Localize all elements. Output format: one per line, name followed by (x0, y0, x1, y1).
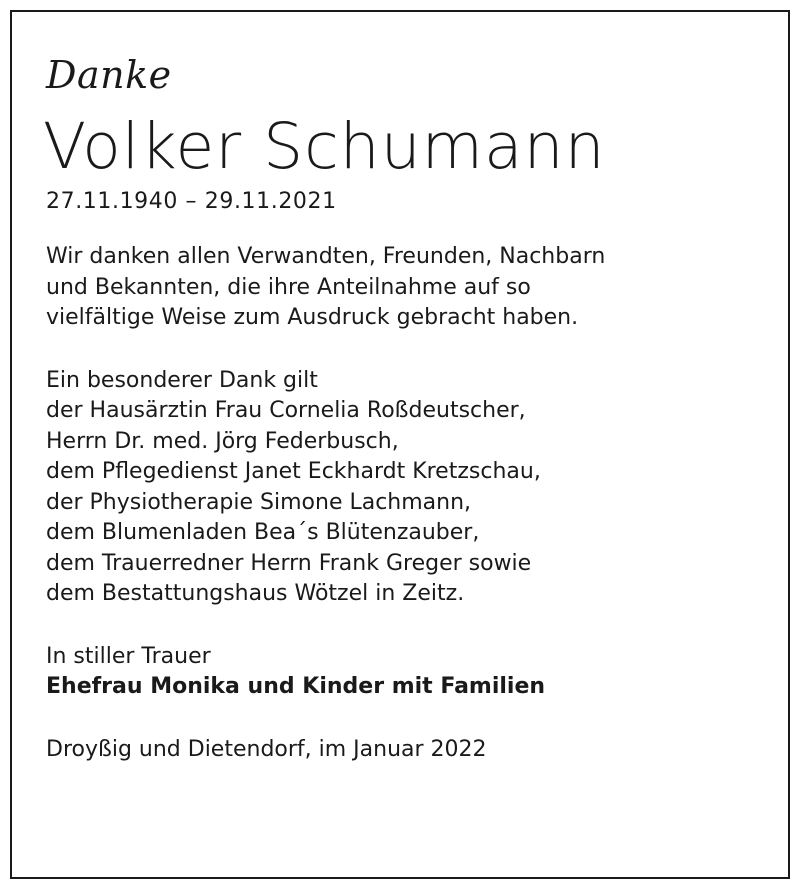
notice-heading: Danke (46, 53, 172, 97)
place-date (46, 735, 766, 766)
text-line: der Physiotherapie Simone Lachmann, (46, 489, 472, 515)
deceased-name: Volker Schumann (43, 110, 606, 183)
text-line: und Bekannten, die ihre Anteilnahme auf so (46, 274, 531, 300)
place-date-text: Droyßig und Dietendorf, im Januar 2022 (46, 736, 487, 762)
life-dates: 27.11.1940 – 29.11.2021 (46, 189, 337, 214)
text-line: dem Pflegedienst Janet Eckhardt Kretzschau, (46, 459, 541, 484)
text-line: dem Blumenladen Bea´s Blütenzauber, (46, 520, 480, 545)
obituary-notice (43, 52, 766, 765)
text-line: Ein besonderer Dank gilt (46, 367, 318, 393)
thanks-intro-paragraph (46, 242, 766, 334)
text-line: der Hausärztin Frau Cornelia Roßdeutscher, (46, 398, 526, 423)
mourning-label: In stiller Trauer (46, 643, 211, 669)
text-line: Herrn Dr. med. Jörg Federbusch, (46, 428, 399, 454)
text-line: Wir danken allen Verwandten, Freunden, Nachbarn (46, 244, 606, 269)
text-line: vielfältige Weise zum Ausdruck gebracht haben. (46, 305, 579, 330)
text-line: dem Trauerredner Herrn Frank Greger sowie (46, 550, 532, 576)
mourners-names: Ehefrau Monika und Kinder mit Familien (46, 674, 546, 699)
text-line: dem Bestattungshaus Wötzel in Zeitz. (46, 581, 465, 606)
mourning-block (46, 642, 766, 703)
special-thanks-paragraph (46, 366, 766, 610)
